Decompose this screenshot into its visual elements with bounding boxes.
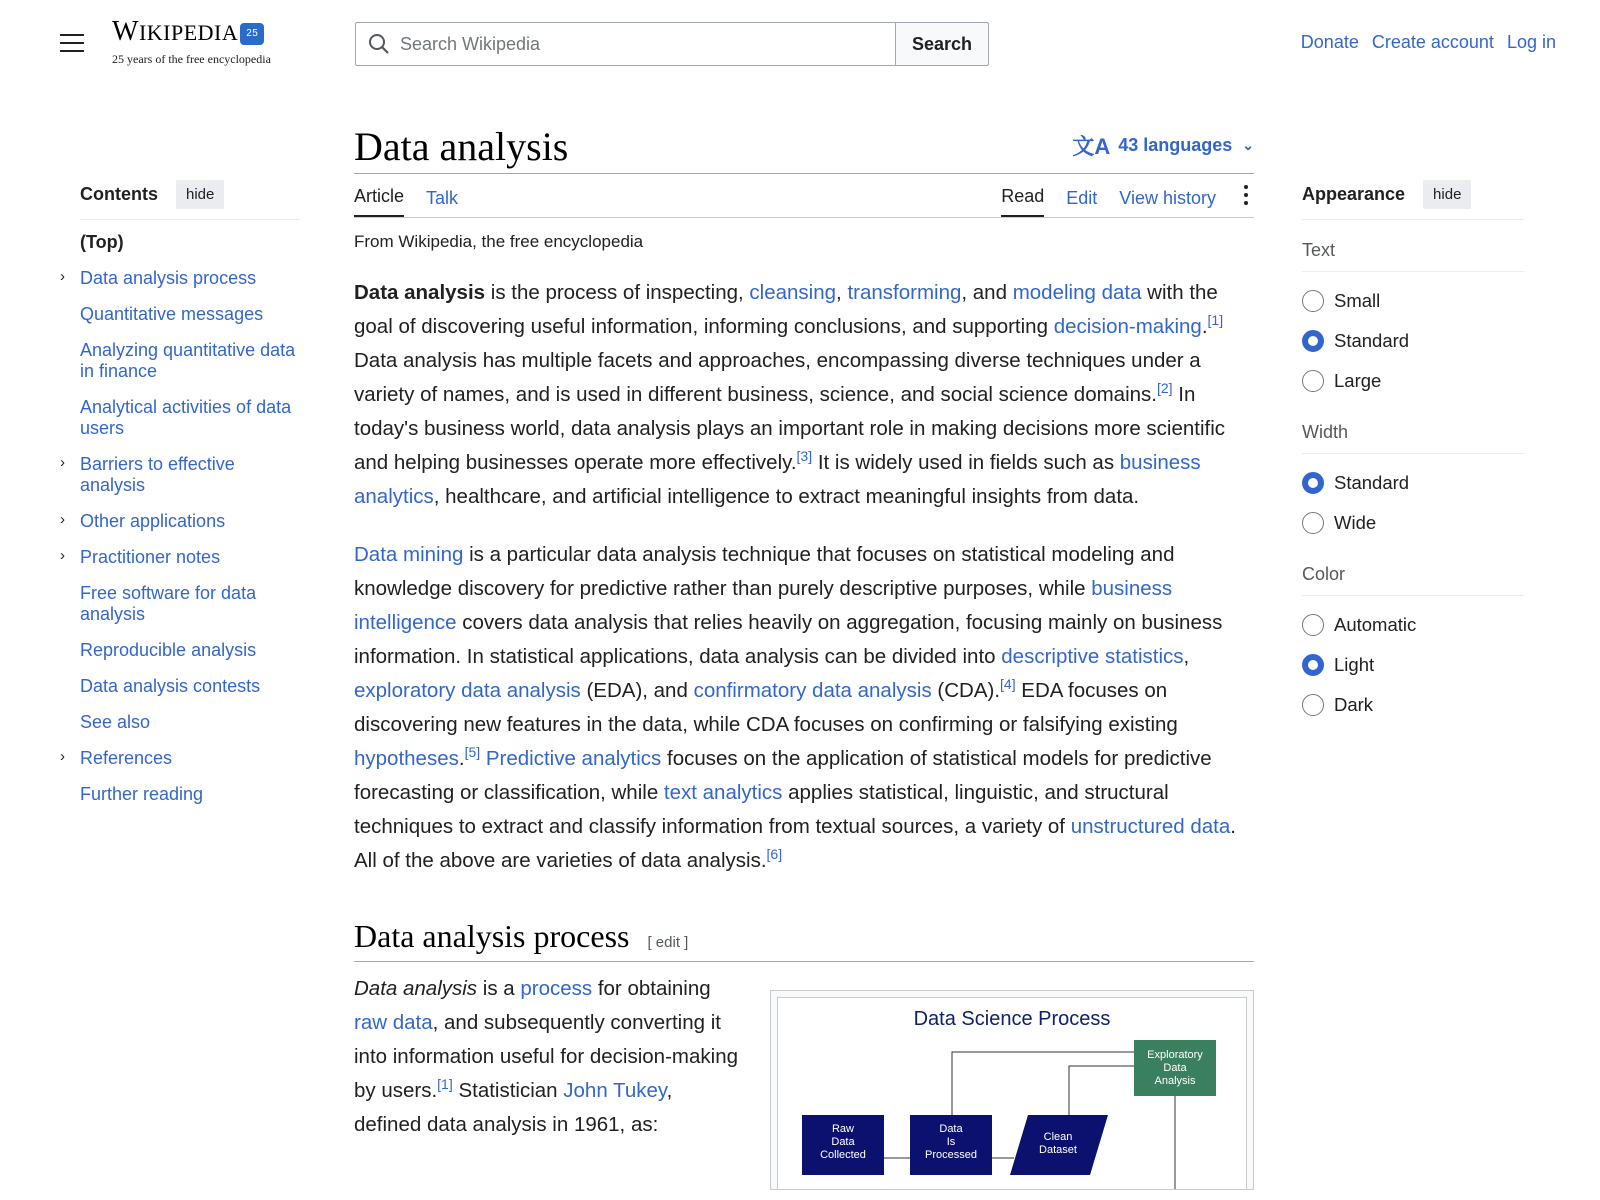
- toc-item-label: See also: [80, 712, 151, 732]
- radio-text-standard[interactable]: [1302, 330, 1524, 352]
- toc-list: [60, 232, 300, 805]
- logo-tagline: 25 years of the free encyclopedia: [112, 52, 271, 66]
- toc-item-label: Free software for data analysis: [80, 583, 257, 624]
- link-exploratory-data-analysis[interactable]: exploratory data analysis: [354, 679, 581, 702]
- radio-text-large[interactable]: [1302, 370, 1524, 392]
- link-unstructured-data[interactable]: unstructured data: [1070, 815, 1231, 838]
- radio-circle-icon: [1302, 654, 1324, 676]
- translate-icon: 文A: [1072, 134, 1111, 159]
- link-text-analytics[interactable]: text analytics: [663, 781, 783, 804]
- connector-processed-to-eda: [952, 1052, 1134, 1123]
- radio-width-standard[interactable]: [1302, 472, 1524, 494]
- toc-item[interactable]: [80, 340, 300, 382]
- intro-paragraph-2: Data mining is a particular data analysis technique that focuses on statistical modeling and knowledge discovery for predictive rather than purely descriptive purposes, while business intelligence covers data analysis that relies heavily on aggregation, focusing mainly on business information. In statistical applications, data analysis can be divided into descriptive statistics, exploratory data analysis (EDA), and confirmatory data analysis (CDA).[4] EDA focuses on discovering new features in the data, while CDA focuses on confirming or falsifying existing hypotheses.[5] Predictive analytics focuses on the application of statistical models for predictive forecasting or classification, while text analytics applies statistical, linguistic, and structural techniques to extract and classify information from textual sources, a variety of unstructured data. All of the above are varieties of data analysis.[6]: [354, 543, 1236, 872]
- toc-item[interactable]: [60, 547, 300, 568]
- toc-item-label: (Top): [80, 232, 124, 252]
- section-title: Data analysis process: [354, 918, 630, 954]
- process-diagram: [778, 998, 1248, 1190]
- toc-item-label: Reproducible analysis: [80, 640, 257, 660]
- table-of-contents: [60, 180, 300, 820]
- radio-label: Dark: [1334, 694, 1374, 715]
- tab-article[interactable]: Article: [354, 173, 404, 217]
- wikipedia-logo[interactable]: [112, 16, 302, 76]
- toc-item[interactable]: [80, 712, 300, 733]
- radio-circle-icon: [1302, 614, 1324, 636]
- reference-5[interactable]: [5]: [464, 744, 481, 760]
- link-predictive-analytics[interactable]: Predictive analytics: [485, 747, 662, 770]
- donate-link[interactable]: Donate: [1300, 32, 1359, 52]
- tab-talk[interactable]: Talk: [426, 188, 459, 208]
- anniversary-badge: 25: [240, 23, 264, 45]
- toc-item-label: Data analysis contests: [80, 676, 261, 696]
- page-tabs: [354, 174, 1254, 218]
- chevron-right-icon[interactable]: ›: [60, 268, 65, 285]
- toc-item-label: Other applications: [80, 511, 226, 531]
- radio-circle-icon: [1302, 370, 1324, 392]
- label-clean-dataset: Clean Dataset: [1039, 1131, 1077, 1156]
- link-decision-making[interactable]: decision-making: [1053, 315, 1202, 338]
- radio-color-light[interactable]: [1302, 654, 1524, 676]
- radio-circle-icon: [1302, 694, 1324, 716]
- label-processed: Data Is Processed: [925, 1123, 977, 1161]
- link-descriptive-statistics[interactable]: descriptive statistics: [1001, 645, 1184, 668]
- radio-label: Light: [1334, 654, 1375, 675]
- radio-label: Automatic: [1334, 614, 1417, 635]
- toc-item[interactable]: [80, 784, 300, 805]
- toc-item-label: Analytical activities of data users: [80, 397, 292, 438]
- radio-label: Wide: [1334, 512, 1377, 533]
- radio-circle-icon: [1302, 512, 1324, 534]
- reference-6[interactable]: [6]: [766, 846, 783, 862]
- toc-item[interactable]: [80, 397, 300, 439]
- toc-item-label: References: [80, 748, 173, 768]
- reference-4[interactable]: [4]: [1000, 676, 1016, 692]
- link-process[interactable]: process: [520, 977, 593, 1000]
- site-subtitle: From Wikipedia, the free encyclopedia: [354, 232, 644, 251]
- appearance-group-label: Width: [1302, 422, 1524, 454]
- toc-item[interactable]: [80, 640, 300, 661]
- toc-hide-button[interactable]: hide: [176, 180, 224, 209]
- appearance-title: Appearance: [1302, 184, 1406, 204]
- toc-item[interactable]: [80, 232, 300, 253]
- link-transforming[interactable]: transforming: [847, 281, 962, 304]
- language-button[interactable]: [1072, 130, 1254, 161]
- intro-paragraph-1: Data analysis is the process of inspecting, cleansing, transforming, and modeling data with the goal of discovering useful information, informing conclusions, and supporting decision-making.[1] Data analysis has multiple facets and approaches, encompassing diverse techniques under a variety of names, and is used in different business, science, and social science domains.[2] In today's business world, data analysis plays an important role in making decisions more scientific and helping businesses operate more effectively.[3] It is widely used in fields such as business analytics, healthcare, and artificial intelligence to extract meaningful insights from data.: [354, 281, 1226, 508]
- radio-label: Standard: [1334, 330, 1410, 351]
- label-eda: Exploratory Data Analysis: [1147, 1049, 1203, 1087]
- chevron-right-icon[interactable]: ›: [60, 454, 65, 471]
- chevron-down-icon: ⌄: [1242, 137, 1254, 153]
- toc-item[interactable]: [60, 268, 300, 289]
- link-business-analytics[interactable]: business analytics: [354, 451, 1201, 508]
- main-menu-button[interactable]: [56, 28, 88, 60]
- chevron-right-icon[interactable]: ›: [60, 748, 65, 765]
- toc-item[interactable]: [60, 511, 300, 532]
- reference-1[interactable]: [1]: [1207, 312, 1224, 328]
- toc-item-label: Barriers to effective analysis: [80, 454, 235, 495]
- reference-2[interactable]: [2]: [1156, 380, 1173, 396]
- label-raw-data: Raw Data Collected: [820, 1123, 866, 1161]
- chevron-right-icon[interactable]: ›: [60, 547, 65, 564]
- radio-circle-icon: [1302, 472, 1324, 494]
- create-account-link[interactable]: Create account: [1371, 32, 1494, 52]
- radio-width-wide[interactable]: [1302, 512, 1524, 534]
- search-button[interactable]: Search: [895, 22, 989, 66]
- more-actions-icon[interactable]: [1238, 173, 1254, 217]
- login-link[interactable]: Log in: [1506, 32, 1556, 52]
- section-paragraph: Data analysis is a process for obtaining raw data, and subsequently converting it into information useful for decision-making by users.[1] Statistician John Tukey, defined data analysis in 1961, as:: [354, 977, 738, 1136]
- radio-color-automatic[interactable]: [1302, 614, 1524, 636]
- radio-color-dark[interactable]: [1302, 694, 1524, 716]
- process-figure[interactable]: [770, 990, 1254, 1190]
- appearance-group-label: Text: [1302, 240, 1524, 272]
- toc-item-label: Further reading: [80, 784, 204, 804]
- section-heading: [354, 918, 1254, 962]
- radio-text-small[interactable]: [1302, 290, 1524, 312]
- appearance-hide-button[interactable]: hide: [1423, 180, 1471, 209]
- search-box[interactable]: [355, 22, 895, 66]
- section-edit-link[interactable]: [ edit ]: [647, 934, 689, 951]
- search-form: [355, 22, 989, 66]
- link-cleansing[interactable]: cleansing: [749, 281, 837, 304]
- toc-item[interactable]: [60, 454, 300, 496]
- link-business-intelligence[interactable]: business intelligence: [354, 577, 1173, 634]
- toc-item-label: Practitioner notes: [80, 547, 221, 567]
- language-count: 43 languages: [1118, 135, 1233, 155]
- chevron-right-icon[interactable]: ›: [60, 511, 65, 528]
- tab-read[interactable]: Read: [1001, 173, 1044, 217]
- link-john-tukey[interactable]: John Tukey: [563, 1079, 667, 1102]
- appearance-panel: [1302, 180, 1524, 726]
- wordmark: WIKIPEDIA 25: [112, 16, 302, 48]
- link-modeling-data[interactable]: modeling data: [1012, 281, 1142, 304]
- toc-title: Contents: [80, 184, 158, 204]
- page-title: Data analysis: [354, 124, 569, 169]
- reference-3[interactable]: [3]: [796, 448, 813, 464]
- search-input[interactable]: [400, 34, 874, 55]
- toc-item[interactable]: [60, 748, 300, 769]
- link-confirmatory-data-analysis[interactable]: confirmatory data analysis: [693, 679, 932, 702]
- article: [354, 118, 1254, 1161]
- toc-item-label: Analyzing quantitative data in finance: [80, 340, 296, 381]
- figure-title: Data Science Process: [913, 1008, 1111, 1030]
- tab-view-history[interactable]: View history: [1119, 188, 1216, 208]
- connector-clean-to-eda: [1069, 1066, 1134, 1123]
- toc-item[interactable]: [80, 583, 300, 625]
- appearance-group-label: Color: [1302, 564, 1524, 596]
- link-data-mining[interactable]: Data mining: [354, 543, 464, 566]
- toc-item-label: Data analysis process: [80, 268, 257, 288]
- radio-label: Small: [1334, 290, 1381, 311]
- radio-label: Large: [1334, 370, 1382, 391]
- toc-item-label: Quantitative messages: [80, 304, 264, 324]
- link-raw-data[interactable]: raw data: [354, 1011, 433, 1034]
- toc-item[interactable]: [80, 676, 300, 697]
- link-hypotheses[interactable]: hypotheses: [354, 747, 459, 770]
- user-links: [1293, 32, 1556, 53]
- radio-label: Standard: [1334, 472, 1410, 493]
- tab-edit[interactable]: Edit: [1066, 188, 1098, 208]
- toc-item[interactable]: [80, 304, 300, 325]
- reference-1-repeat[interactable]: [1]: [437, 1076, 453, 1092]
- radio-circle-icon: [1302, 330, 1324, 352]
- radio-circle-icon: [1302, 290, 1324, 312]
- search-icon: [368, 33, 390, 55]
